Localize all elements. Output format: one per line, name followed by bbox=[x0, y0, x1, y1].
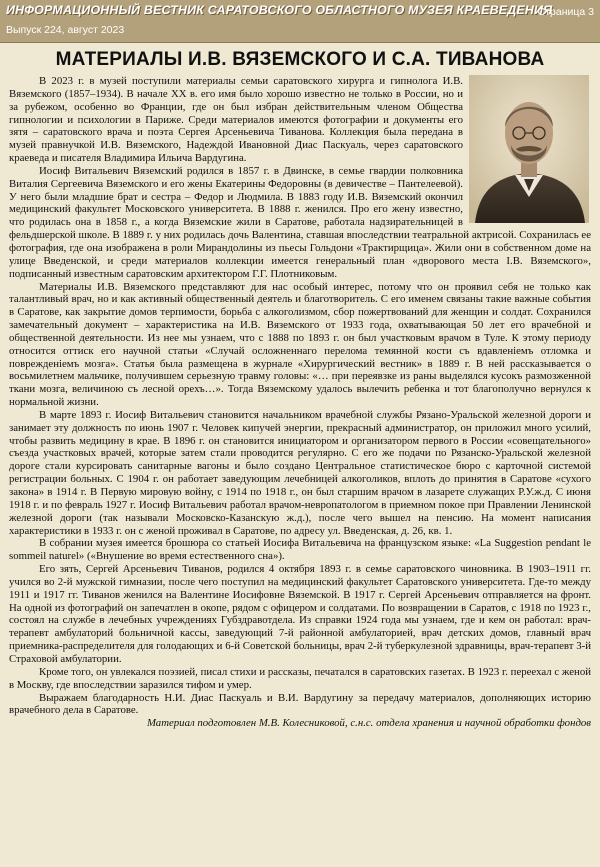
paragraph-5: В собрании музея имеется брошюра со статьей Иосифа Витальевича на французском языке: «La Suggestion pendant le sommeil naturel» («Внушение во время естественного сна»). bbox=[9, 537, 591, 563]
article-body bbox=[0, 75, 600, 730]
paragraph-8: Выражаем благодарность Н.И. Диас Паскуаль и В.И. Вардугину за передачу материалов, дополняющих историю врачебного дела в Саратове. bbox=[9, 691, 591, 717]
paragraph-7: Кроме того, он увлекался поэзией, писал стихи и рассказы, печатался в саратовских газетах. В 1923 г. переехал с женой в Москву, где впоследствии заразился тифом и умер. bbox=[9, 665, 591, 691]
portrait-photo bbox=[469, 75, 589, 223]
paragraph-1: В 2023 г. в музей поступили материалы семьи саратовского хирурга и гипнолога И.В. Вяземского (1857–1934). В начале ХХ в. его имя было хорошо известно не только в России, но и за рубежом, особенно во Франции, где он был избран действительным членом Общества гипнологии и психологии в Париже. Среди материалов имеются фотографии и документы его зятя – саратовского врача и поэта Сергея Арсеньевича Тиванова. Коллекция была передана в музей правнучкой И.В. Вяземского, Надеждой Ивановной Диас Паскуаль, через саратовского краеведа и писателя Владимира Ильича Вардугина. bbox=[9, 75, 463, 165]
paragraph-4: В марте 1893 г. Иосиф Витальевич становится начальником врачебной службы Рязано-Уральской железной дороги и занимает эту должность по июнь 1907 г. Человек кипучей энергии, прекрасный администратор, он приложил много усилий, чтобы развить медицину в крае. В 1896 г. он становится инициатором и организатором первого в России «совещательного» съезда участковых врачей, которые затем стали проводится регулярно. С его же подачи по Рязанско-Уральской железной дороге стали курсировать санитарные вагоны и было создано Центральное статистическое бюро с карточной системой регистрации больных. С 1904 г. он работает заведующим лечебницей алкоголиков, вплоть до принятия в Саратове «сухого закона» в 1914 г. В Первую мировую войну, с 1914 по 1918 г., он был старшим врачом в лазарете служащих Р.У.ж.д. С июня 1918 г. и по февраль 1927 г. Иосиф Витальевич работал врачом-невропатологом в приемном покое при Правлении Ленинской железной дороги (так называли Московско-Казанскую ж.д.), после чего вышел на пенсию. На момент написания характеристики в 1933 г. он с женой проживал в Саратове, по адресу ул. Введенская, д. 26, кв. 1. bbox=[9, 408, 591, 537]
paragraph-2: Иосиф Витальевич Вяземский родился в 1857 г. в Двинске, в семье гвардии полковника Виталия Сергеевича Вяземского и его жены Екатерины Федоровны (в девичестве – Пантелеевой). У него были младшие брат и сестра – Федор и Людмила. В 1883 году И.В. Вяземский окончил медицинский факультет Московского университета. В 1888 г. женился. Про его жену известно, что родилась она в 1858 г., а когда Вяземские жили в Саратове, работала надзирательницей в фельдшерской школе. В 1889 г. у них родилась дочь Валентина, ставшая впоследствии театральной актрисой. Сохранилась ее фотография, где она изображена в роли Мирандолины из пьесы Гольдони «Трактирщица». Жили они в собственном доме на улице Введенской, и среди материалов коллекции имеется генеральный план «дворового места I.В. Вяземского», подписанный известным саратовским архитектором Г.Г. Плотниковым. bbox=[9, 164, 591, 280]
author-credit: Материал подготовлен М.В. Колесниковой, с.н.с. отдела хранения и научной обработки фондов bbox=[146, 717, 591, 730]
newsletter-header bbox=[0, 0, 600, 43]
paragraph-3: Материалы И.В. Вяземского представляют для нас особый интерес, потому что он проявил себя не только как талантливый врач, но и как активный общественный деятель и благотворитель. С его именем связаны такие важные события в Саратове, как закрытие домов терпимости, борьба с алкоголизмом, сбор пожертвований для женщин и солдат. Сохранился замечательный документ – характеристика на И.В. Вяземского от 1933 года, охватывающая 50 лет его врачебной и общественной деятельности. Из нее мы узнаем, что с 1888 по 1893 г. он был участковым врачом в Туле. К этому периоду относится оттиск его научной статьи «Случай осложненнаго перелома темянной кости съ вдавленiемъ отломка и поврежденiемъ мозга». Статья была размещена в журнале «Хирургический вестник» в 1889 г. В ней рассказывается о восьмилетнем мальчике, получившем серьезную травму головы: «… при переявзке из раны выделялся кусокъ размозженной ткани мозга, величиною съ лесной орехъ…». Тогда Вяземскому удалось вылечить ребенка и тот благополучно вернулся к нормальной жизни. bbox=[9, 280, 591, 409]
article-title: МАТЕРИАЛЫ И.В. ВЯЗЕМСКОГО И С.А. ТИВАНОВА bbox=[55, 49, 545, 70]
paragraph-6: Его зять, Сергей Арсеньевич Тиванов, родился 4 октября 1893 г. в семье саратовского чиновника. В 1903–1911 гг. учился во 2-й мужской гимназии, после чего поступил на медицинский факультет Саратовского университета. Где-то между 1911 и 1917 гг. Тиванов женился на Валентине Иосифовне Вяземской. В 1917 г. Сергей Арсеньевич отправляется на фронт. На одной из фотографий он запечатлен в окопе, рядом с офицером и солдатами. По возвращении в Саратов, с 1918 по 1923 г., состоял на службе в лечебных учреждениях Губздравотдела. Из справки 1924 года мы узнаем, где и кем он работал: врач-терапевт амбулаторий больничной кассы, заведующий 7-й районной амбулаторией, врач детских домов, главный врач приемника-распределителя для голодающих и 6-й Советской больницы, врач 2-й туберкулезной здравницы, врач-терапевт 3-й Страховой амбулатории. bbox=[9, 563, 591, 665]
page-number: Страница 3 bbox=[537, 6, 594, 18]
newsletter-title: ИНФОРМАЦИОННЫЙ ВЕСТНИК САРАТОВСКОГО ОБЛАСТНОГО МУЗЕЯ КРАЕВЕДЕНИЯ bbox=[6, 3, 553, 17]
issue-info: Выпуск 224, август 2023 bbox=[6, 24, 125, 36]
